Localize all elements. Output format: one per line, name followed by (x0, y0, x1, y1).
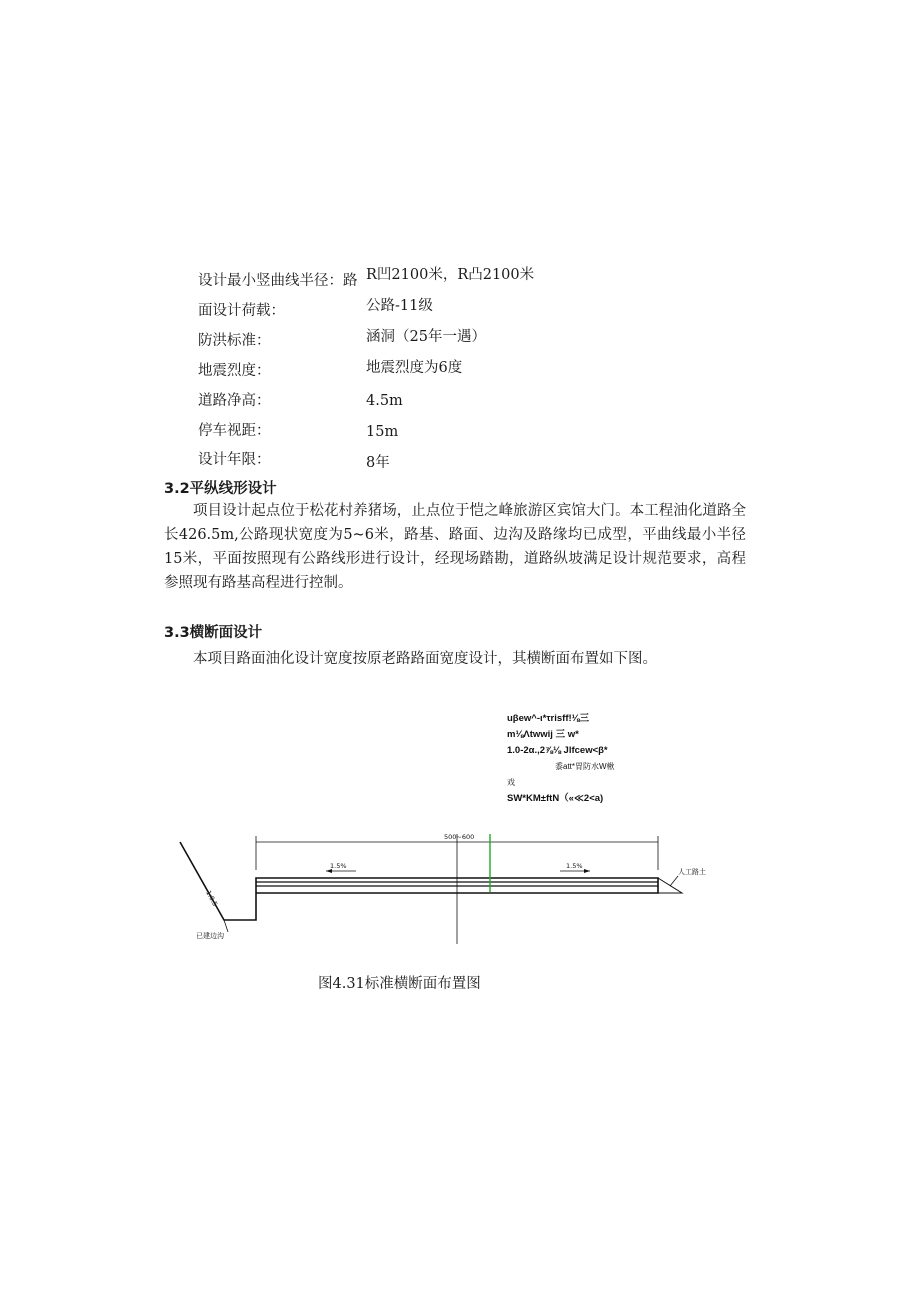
spec-label-clearance: 道路净高： (198, 393, 271, 409)
slope-label-right: 1.5% (566, 862, 583, 870)
road-outline (180, 842, 658, 920)
spec-label-sight-distance: 停车视距： (198, 423, 271, 439)
spec-value-flood-standard: 涵洞（25年一遇） (366, 329, 486, 345)
annotation-line: 黍att*胃防水W楸 (555, 762, 615, 771)
spec-value-sight-distance: 15m (366, 424, 399, 440)
annotation-line: SW*KM±ftN（«≪2<a) (507, 793, 604, 804)
slope-arrow-right-head (584, 869, 590, 873)
cross-section-drawing (170, 820, 740, 950)
right-label-leader (670, 876, 678, 886)
spec-value-seismic: 地震烈度为6度 (366, 360, 463, 376)
annotation-line: m⅛Λtwwij 三 w* (507, 729, 579, 740)
spec-value-clearance: 4.5m (366, 393, 403, 409)
section-paragraph-3-2: 项目设计起点位于松花村养猪场，止点位于恺之峰旅游区宾馆大门。本工程油化道路全长426.5m,公路现状宽度为5~6米，路基、路面、边沟及路缘均已成型，平曲线最小半径15米，平面按照现有公路线形进行设计，经现场踏勘，道路纵坡满足设计规范要求，高程参照现有路基高程进行控制。 (164, 503, 746, 591)
figure-caption: 图4.31标准横断面布置图 (318, 976, 481, 992)
spec-label-design-life: 设计年限： (198, 452, 271, 468)
spec-value-design-load: 公路-11级 (366, 298, 433, 314)
spec-label-design-load: 面设计荷载： (198, 303, 285, 319)
spec-value-design-life: 8年 (366, 455, 390, 471)
annotation-line: uβew^-ι*τrisff!⅛三 (507, 713, 590, 724)
spec-label-seismic: 地震烈度： (198, 363, 271, 379)
right-fill-label: 人工路土 (678, 868, 706, 876)
annotation-line: 1.0-2α.,2⅞⅛ Jlfcew<β* (507, 745, 608, 756)
slope-label-left: 1.5% (330, 862, 347, 870)
section-heading-3-3: 3.3横断面设计 (164, 625, 263, 641)
left-ditch-label: 已建边沟 (196, 932, 224, 940)
section-heading-3-2: 3.2平纵线形设计 (164, 481, 277, 497)
spec-label-flood-standard: 防洪标准： (198, 333, 271, 349)
figure-annotation (507, 711, 615, 807)
dimension-label: 500~600 (444, 833, 475, 841)
spec-label-vertical-curve: 设计最小竖曲线半径：路 (198, 273, 358, 289)
side-slope-label: 1:0.5 (204, 889, 220, 908)
left-label-leader (224, 920, 228, 932)
spec-value-vertical-curve: R凹2100米，R凸2100米 (366, 267, 535, 283)
annotation-line: 戏 (507, 778, 515, 787)
section-paragraph-3-3: 本项目路面油化设计宽度按原老路路面宽度设计，其横断面布置如下图。 (193, 651, 657, 667)
